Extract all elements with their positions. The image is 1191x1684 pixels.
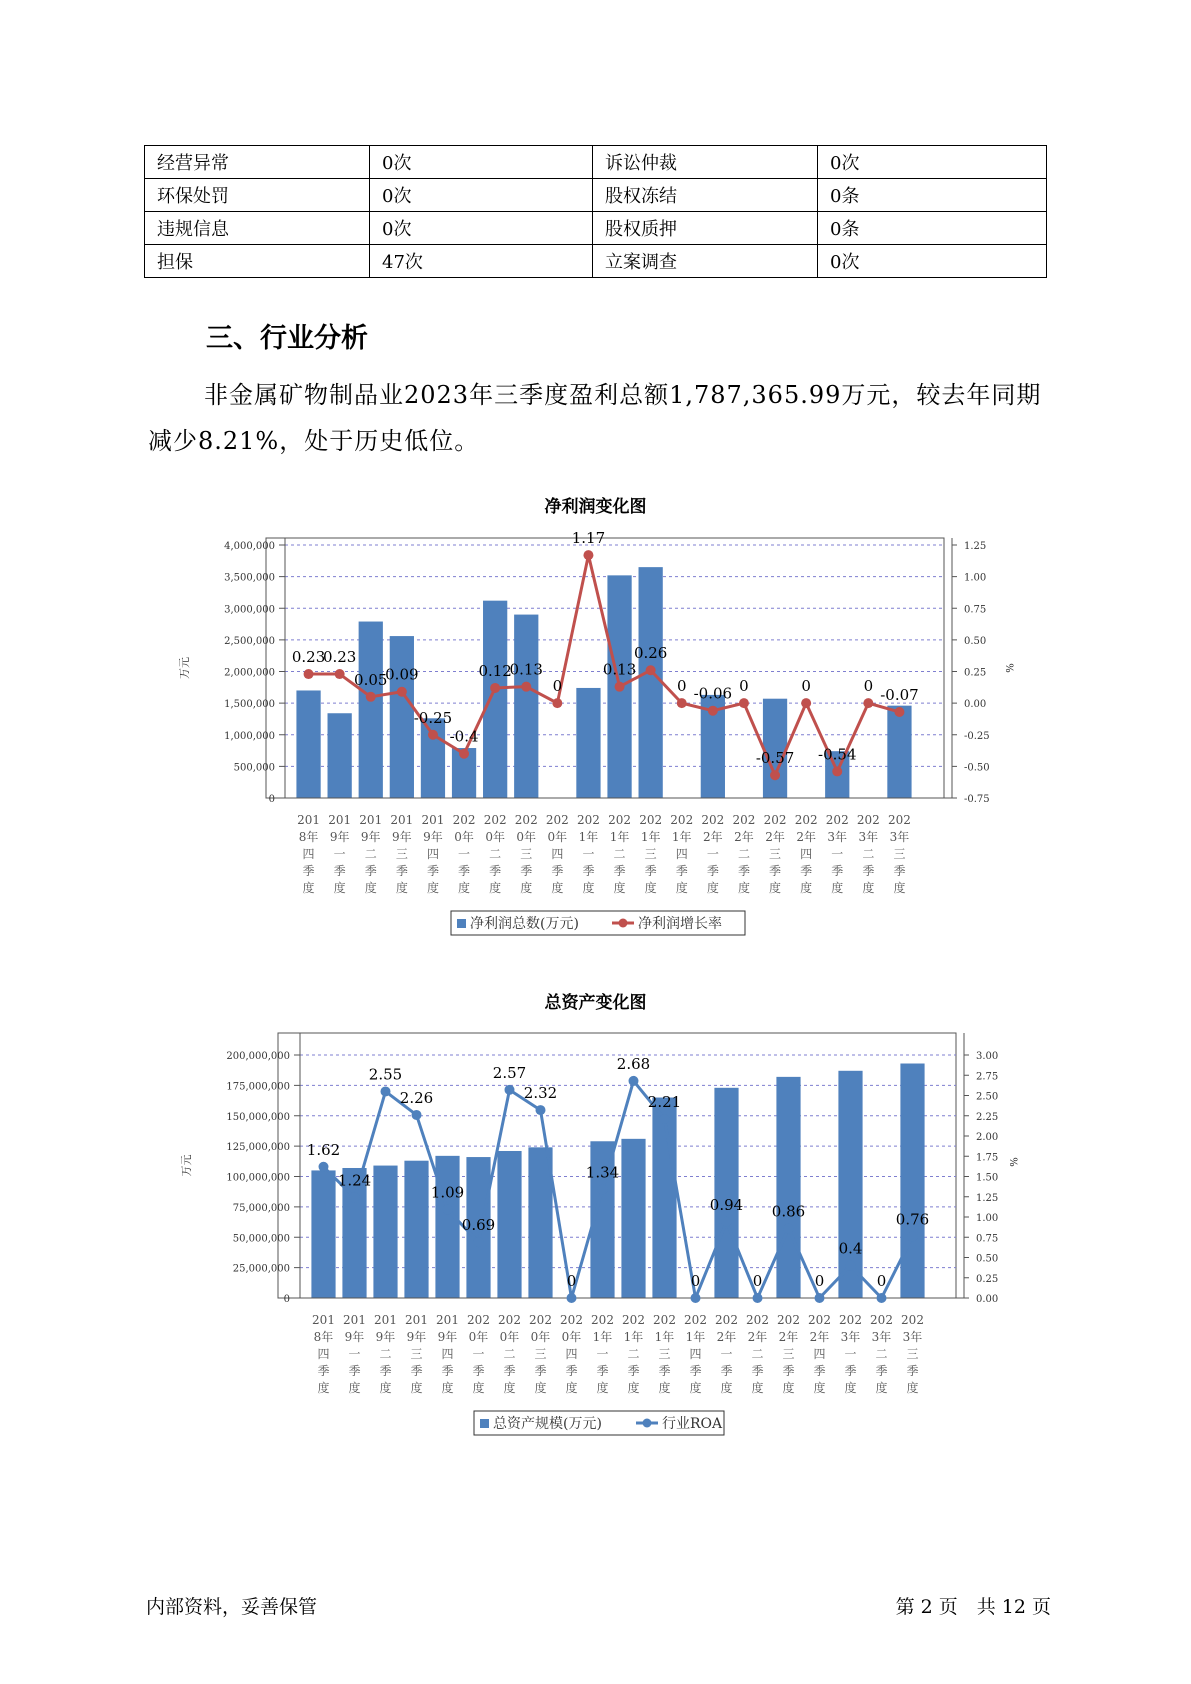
bar	[435, 1156, 459, 1298]
y2-tick-label: 0.25	[976, 1273, 999, 1285]
bar	[900, 1064, 924, 1298]
line-point	[335, 669, 345, 679]
y-tick-label: 0	[268, 794, 275, 805]
legend-label: 净利润总数(万元)	[470, 916, 579, 932]
line-point	[428, 730, 438, 740]
data-label: 1.24	[337, 1171, 372, 1190]
y2-tick-label: 1.75	[976, 1152, 999, 1164]
table-label-cell: 立案调查	[593, 245, 818, 278]
x-tick-label: 202 2年四季度	[794, 813, 818, 895]
bar	[514, 615, 538, 798]
footer-page-number: 第 2 页 共 12 页	[895, 1596, 1051, 1618]
line-point	[304, 669, 314, 679]
table-value-cell: 47次	[370, 245, 593, 278]
data-label: 1.34	[585, 1163, 620, 1182]
line-point	[801, 698, 811, 708]
line-point	[815, 1293, 825, 1303]
data-label: 2.68	[616, 1054, 651, 1073]
line-point	[490, 683, 500, 693]
legend-label: 总资产规模(万元)	[493, 1416, 602, 1432]
data-label: -0.57	[755, 749, 795, 768]
y-tick-label: 200,000,000	[226, 1051, 290, 1062]
data-label: 0.69	[461, 1216, 496, 1235]
legend-bar-swatch	[457, 919, 466, 928]
table-value-cell: 0次	[818, 245, 1047, 278]
bar	[390, 636, 414, 798]
bar	[328, 713, 352, 798]
table-label-cell: 股权质押	[593, 212, 818, 245]
x-tick-label: 202 3年一季度	[825, 813, 849, 895]
table-label-cell: 经营异常	[145, 146, 370, 179]
y2-tick-label: 1.50	[976, 1172, 999, 1184]
y2-tick-label: 0.25	[964, 667, 987, 679]
table-label-cell: 环保处罚	[145, 179, 370, 212]
x-tick-label: 201 9年四季度	[421, 813, 445, 895]
data-label: 0.86	[771, 1202, 806, 1221]
y2-tick-label: -0.50	[964, 762, 990, 774]
data-label: 1.62	[306, 1140, 341, 1159]
y2-tick-label: 2.50	[976, 1091, 999, 1103]
bar	[776, 1077, 800, 1298]
line-point	[863, 698, 873, 708]
line-point	[846, 1261, 856, 1271]
x-tick-label: 202 2年二季度	[732, 813, 756, 895]
y-tick-label: 2,500,000	[224, 635, 275, 647]
line-point	[691, 1293, 701, 1303]
bar	[639, 567, 663, 798]
y-tick-label: 500,000	[233, 762, 275, 774]
data-label: 0.4	[838, 1239, 863, 1258]
x-tick-label: 202 1年四季度	[684, 1313, 707, 1395]
legend-line-marker	[619, 919, 628, 928]
y-tick-label: 25,000,000	[232, 1263, 290, 1275]
line-point	[474, 1237, 484, 1247]
assets-chart-title: 总资产变化图	[544, 993, 647, 1013]
data-label: 2.21	[647, 1092, 682, 1111]
x-tick-label: 202 0年三季度	[514, 813, 538, 895]
y-tick-label: 125,000,000	[226, 1142, 290, 1154]
data-label: -0.07	[880, 685, 919, 704]
data-label: 0	[676, 677, 687, 696]
x-tick-label: 202 0年三季度	[529, 1313, 552, 1395]
x-tick-label: 202 3年一季度	[839, 1313, 862, 1395]
y-tick-label: 150,000,000	[226, 1111, 290, 1123]
bar	[296, 690, 320, 798]
line-point	[739, 698, 749, 708]
data-label: 0.94	[709, 1195, 744, 1214]
data-label: 0	[876, 1272, 887, 1290]
data-label: 0.76	[895, 1210, 930, 1229]
x-tick-label: 201 9年一季度	[343, 1313, 366, 1395]
x-tick-label: 202 0年二季度	[498, 1313, 521, 1395]
y2-tick-label: 1.00	[964, 572, 987, 584]
y2-tick-label: 0.75	[964, 604, 987, 616]
table-label-cell: 担保	[145, 245, 370, 278]
table-value-cell: 0次	[370, 179, 593, 212]
line-point	[784, 1223, 794, 1233]
y-tick-label: 1,500,000	[224, 699, 275, 711]
risk-table-body	[145, 146, 1047, 278]
y2-tick-label: -0.75	[964, 794, 990, 805]
x-tick-label: 202 1年二季度	[608, 813, 632, 895]
line-point	[412, 1110, 422, 1120]
table-label-cell: 诉讼仲裁	[593, 146, 818, 179]
line-point	[770, 770, 780, 780]
table-value-cell: 0条	[818, 179, 1047, 212]
line-point	[677, 698, 687, 708]
x-tick-label: 202 3年三季度	[887, 813, 911, 895]
x-tick-label: 201 9年四季度	[436, 1313, 459, 1395]
line-point	[366, 692, 376, 702]
x-tick-label: 201 9年一季度	[328, 813, 352, 895]
line-point	[598, 1184, 608, 1194]
table-label-cell: 股权冻结	[593, 179, 818, 212]
line-point	[708, 706, 718, 716]
data-label: 0	[752, 1272, 763, 1290]
line-point	[567, 1293, 577, 1303]
line-point	[350, 1193, 360, 1203]
y-tick-label: 50,000,000	[232, 1233, 290, 1245]
legend-bar-swatch	[480, 1419, 489, 1428]
line-point	[319, 1162, 329, 1172]
line-point	[583, 550, 593, 560]
line-point	[894, 707, 904, 717]
line-point	[660, 1114, 670, 1124]
x-tick-label: 201 9年三季度	[390, 813, 414, 895]
x-tick-label: 201 8年四季度	[297, 813, 321, 895]
table-value-cell: 0次	[818, 146, 1047, 179]
table-value-cell: 0条	[818, 212, 1047, 245]
y2-axis-title: %	[1003, 663, 1014, 673]
bar	[714, 1088, 738, 1298]
data-label: -0.06	[693, 684, 733, 703]
data-label: 0	[863, 677, 874, 696]
x-tick-label: 201 9年二季度	[374, 1313, 397, 1395]
data-label: 0.23	[291, 648, 326, 667]
y-axis-title: 万元	[180, 1154, 193, 1177]
line-point	[505, 1085, 515, 1095]
y2-tick-label: 0.75	[976, 1233, 999, 1245]
data-label: 1.17	[571, 529, 606, 548]
line-point	[722, 1217, 732, 1227]
line-point	[908, 1231, 918, 1241]
bar	[576, 688, 600, 798]
legend-line-marker	[643, 1419, 652, 1428]
bar	[887, 706, 911, 798]
data-label: -0.4	[449, 727, 479, 746]
y2-tick-label: 1.25	[976, 1192, 999, 1204]
x-tick-label: 202 3年三季度	[901, 1313, 924, 1395]
table-row	[145, 179, 1047, 212]
y-axis-title: 万元	[178, 657, 191, 679]
y2-tick-label: 1.00	[976, 1213, 999, 1224]
y2-tick-label: 0.50	[976, 1253, 999, 1265]
risk-info-table	[144, 145, 1047, 278]
data-label: 0.05	[354, 670, 388, 689]
x-tick-label: 202 1年三季度	[653, 1313, 676, 1395]
x-tick-label: 202 1年四季度	[670, 813, 694, 895]
data-label: 0	[814, 1272, 825, 1290]
profit-chart-title: 净利润变化图	[544, 497, 647, 517]
data-label: 0.12	[478, 661, 512, 680]
y-tick-label: 3,500,000	[224, 572, 275, 584]
table-row	[145, 146, 1047, 179]
y2-tick-label: 3.00	[976, 1051, 999, 1062]
x-tick-label: 202 2年二季度	[746, 1313, 769, 1395]
bar	[621, 1139, 645, 1298]
total-assets-chart	[0, 1025, 1191, 1445]
data-label: 0	[552, 677, 563, 696]
line-point	[521, 682, 531, 692]
line-point	[615, 682, 625, 692]
y2-axis-title: %	[1007, 1157, 1018, 1167]
table-row	[145, 212, 1047, 245]
y2-tick-label: -0.25	[964, 730, 990, 742]
data-label: 2.32	[523, 1084, 558, 1103]
line-point	[443, 1205, 453, 1215]
net-profit-chart	[0, 520, 1191, 940]
data-label: 0.13	[509, 660, 543, 679]
line-point	[629, 1076, 639, 1086]
y-tick-label: 1,000,000	[224, 730, 275, 742]
x-tick-label: 202 0年二季度	[483, 813, 507, 895]
x-tick-label: 202 1年一季度	[591, 1313, 614, 1395]
table-row	[145, 245, 1047, 278]
y-tick-label: 3,000,000	[224, 604, 275, 616]
table-value-cell: 0次	[370, 146, 593, 179]
x-tick-label: 201 9年三季度	[405, 1313, 428, 1395]
bar	[311, 1170, 335, 1298]
bar	[497, 1151, 521, 1298]
bar	[483, 601, 507, 798]
data-label: 0	[690, 1272, 701, 1290]
line-point	[877, 1293, 887, 1303]
legend-label: 行业ROA	[662, 1416, 723, 1432]
data-label: 0.26	[633, 644, 668, 663]
x-tick-label: 202 2年四季度	[808, 1313, 831, 1395]
x-tick-label: 202 3年二季度	[870, 1313, 893, 1395]
line-point	[459, 749, 469, 759]
data-label: 0.09	[385, 665, 419, 684]
x-tick-label: 202 2年三季度	[777, 1313, 800, 1395]
y-tick-label: 75,000,000	[232, 1202, 290, 1214]
legend-label: 净利润增长率	[638, 916, 722, 932]
y-tick-label: 100,000,000	[226, 1172, 290, 1184]
table-label-cell: 违规信息	[145, 212, 370, 245]
x-tick-label: 202 2年一季度	[715, 1313, 738, 1395]
y2-tick-label: 0.50	[964, 635, 987, 647]
data-label: -0.54	[818, 745, 857, 764]
data-label: 1.09	[430, 1183, 465, 1202]
y2-tick-label: 2.25	[976, 1111, 999, 1123]
data-label: -0.25	[413, 708, 453, 727]
line-point	[552, 698, 562, 708]
data-label: 2.57	[492, 1063, 527, 1082]
footer-confidential-note: 内部资料，妥善保管	[146, 1596, 318, 1618]
y2-tick-label: 2.75	[976, 1071, 999, 1083]
x-tick-label: 202 3年二季度	[856, 813, 880, 895]
x-tick-label: 201 8年四季度	[312, 1313, 335, 1395]
y-tick-label: 4,000,000	[224, 541, 275, 552]
x-tick-label: 202 1年二季度	[622, 1313, 645, 1395]
x-tick-label: 202 1年一季度	[576, 813, 600, 895]
y-tick-label: 0	[283, 1294, 290, 1305]
table-value-cell: 0次	[370, 212, 593, 245]
y2-tick-label: 0.00	[964, 699, 987, 711]
bar	[404, 1161, 428, 1298]
data-label: 0	[566, 1272, 577, 1290]
line-point	[536, 1105, 546, 1115]
data-label: 0	[801, 677, 811, 696]
data-label: 2.26	[399, 1088, 434, 1107]
line-point	[646, 665, 656, 675]
x-tick-label: 202 0年四季度	[545, 813, 569, 895]
line-point	[397, 687, 407, 697]
line-point	[832, 766, 842, 776]
y2-tick-label: 1.25	[964, 541, 987, 552]
section-title: 三、行业分析	[206, 323, 368, 354]
data-label: 2.55	[368, 1065, 403, 1084]
x-tick-label: 202 0年一季度	[452, 813, 476, 895]
x-tick-label: 202 2年三季度	[763, 813, 787, 895]
data-label: 0.13	[602, 660, 637, 679]
x-tick-label: 201 9年二季度	[359, 813, 383, 895]
data-label: 0.23	[322, 648, 357, 667]
industry-summary-paragraph: 非金属矿物制品业2023年三季度盈利总额1,787,365.99万元，较去年同期减少8.21%，处于历史低位。	[148, 381, 1042, 455]
x-tick-label: 202 0年四季度	[560, 1313, 583, 1395]
y2-tick-label: 2.00	[976, 1132, 999, 1143]
x-tick-label: 202 1年三季度	[639, 813, 663, 895]
y-tick-label: 2,000,000	[224, 667, 275, 679]
bar	[373, 1166, 397, 1298]
bar	[359, 622, 383, 798]
data-label: 0	[739, 677, 749, 696]
line-point	[381, 1086, 391, 1096]
line-point	[753, 1293, 763, 1303]
x-tick-label: 202 0年一季度	[467, 1313, 490, 1395]
y-tick-label: 175,000,000	[226, 1081, 290, 1093]
x-tick-label: 202 2年一季度	[701, 813, 725, 895]
y2-tick-label: 0.00	[976, 1294, 999, 1305]
